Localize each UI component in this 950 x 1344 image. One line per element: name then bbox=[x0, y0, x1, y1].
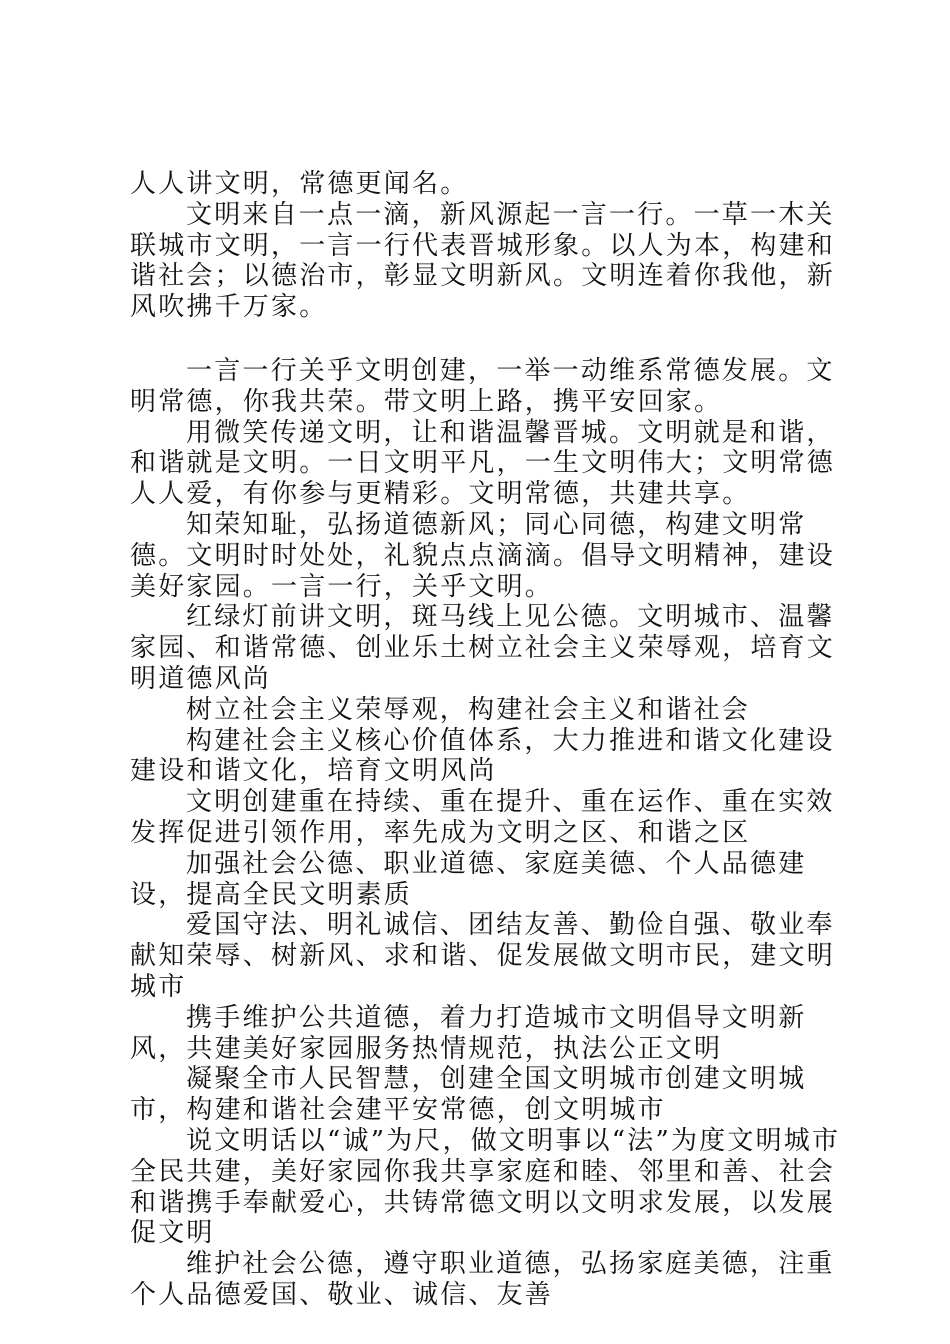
paragraph-4: 用微笑传递文明，让和谐温馨晋城。文明就是和谐，和谐就是文明。一日文明平凡，一生文明伟大；文明常德人人爱，有你参与更精彩。文明常德，共建共享。 bbox=[130, 417, 836, 510]
paragraph-1: 人人讲文明，常德更闻名。 bbox=[130, 169, 469, 199]
paragraph-15: 维护社会公德，遵守职业道德，弘扬家庭美德，注重个人品德爱国、敬业、诚信、友善 bbox=[130, 1249, 835, 1310]
paragraph-5: 知荣知耻，弘扬道德新风；同心同德，构建文明常德。文明时时处处，礼貌点点滴滴。倡导文明精神，建设美好家园。一言一行，关乎文明。 bbox=[130, 509, 836, 602]
paragraph-13: 凝聚全市人民智慧，创建全国文明城市创建文明城市，构建和谐社会建平安常德，创文明城市 bbox=[130, 1064, 807, 1126]
paragraph-7: 树立社会主义荣辱观，构建社会主义和谐社会 bbox=[186, 694, 751, 725]
paragraph-8: 构建社会主义核心价值体系，大力推进和谐文化建设建设和谐文化，培育文明风尚 bbox=[130, 725, 835, 787]
paragraph-6: 红绿灯前讲文明，斑马线上见公德。文明城市、温馨家园、和谐常德、创业乐土树立社会主义荣辱观，培育文明道德风尚 bbox=[130, 602, 836, 694]
document-body bbox=[130, 169, 850, 1311]
paragraph-14: 说文明话以“诚”为尺，做文明事以“法”为度文明城市全民共建，美好家园你我共享家庭和睦、邻里和善、社会和谐携手奉献爱心，共铸常德文明以文明求发展，以发展促文明 bbox=[130, 1125, 841, 1249]
paragraph-9: 文明创建重在持续、重在提升、重在运作、重在实效发挥促进引领作用，率先成为文明之区、和谐之区 bbox=[130, 787, 835, 848]
paragraph-12: 携手维护公共道德，着力打造城市文明倡导文明新风，共建美好家园服务热情规范，执法公正文明 bbox=[130, 1002, 807, 1064]
blank-line bbox=[130, 323, 850, 356]
paragraph-11: 爱国守法、明礼诚信、团结友善、勤俭自强、敬业奉献知荣辱、树新风、求和谐、促发展做文明市民，建文明城市 bbox=[130, 910, 836, 1002]
paragraph-2: 文明来自一点一滴，新风源起一言一行。一草一木关联城市文明，一言一行代表晋城形象。以人为本，构建和谐社会；以德治市，彰显文明新风。文明连着你我他，新风吹拂千万家。 bbox=[130, 199, 836, 323]
paragraph-3: 一言一行关乎文明创建，一举一动维系常德发展。文明常德，你我共荣。带文明上路，携平安回家。 bbox=[130, 355, 835, 417]
paragraph-10: 加强社会公德、职业道德、家庭美德、个人品德建设，提高全民文明素质 bbox=[130, 848, 807, 910]
